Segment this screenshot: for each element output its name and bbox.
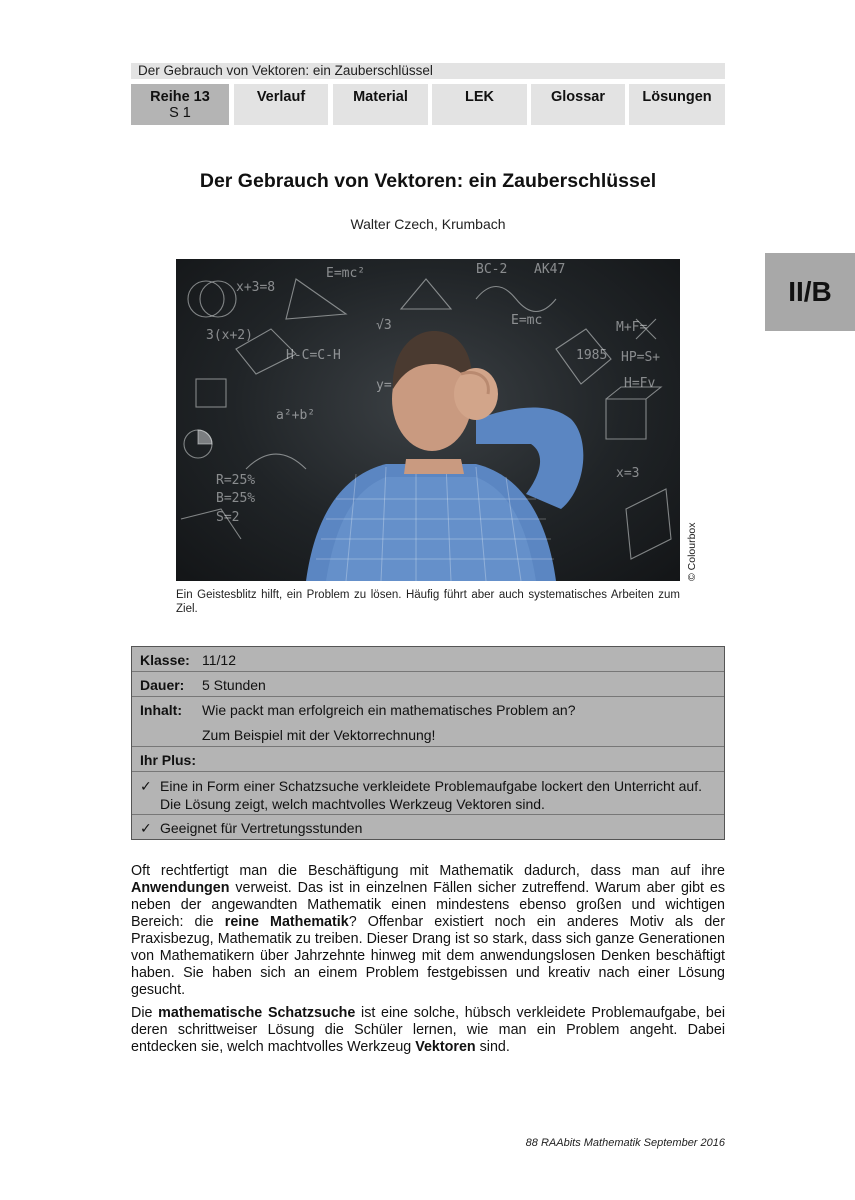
plus-item	[140, 819, 702, 837]
formula-y: y=	[376, 378, 392, 393]
info-plus	[140, 752, 196, 768]
chapter-tag: II/B	[765, 253, 855, 331]
page-footer: 88 RAAbits Mathematik September 2016	[525, 1137, 725, 1149]
second-paragraph	[131, 1005, 725, 1056]
text-run: Die	[131, 1005, 159, 1021]
emphasis: Anwendungen	[131, 880, 230, 896]
intro-paragraph	[131, 863, 725, 999]
divider	[132, 814, 724, 815]
inhalt-value-1: Wie packt man erfolgreich ein mathematisches Problem an?	[202, 702, 576, 718]
emphasis: mathematische Schatzsuche	[158, 1005, 356, 1021]
text-run: sind.	[475, 1039, 510, 1055]
page-title: Der Gebrauch von Vektoren: ein Zauberschlüssel	[199, 170, 657, 192]
formula-3x2: 3(x+2)	[206, 328, 253, 343]
formula-s2: S=2	[216, 510, 240, 525]
lesson-info-box	[131, 646, 725, 840]
text-run: verweist. Das ist in einzelnen Fällen sicher zutreffend. Warum aber gibt es neben der angewandten Mathematik einen mindestens ebenso großen und wichtigen Bereich: die	[131, 880, 725, 930]
formula-hp: HP=S+	[621, 350, 661, 365]
tab-lek[interactable]: LEK	[432, 84, 527, 125]
plus-label: Ihr Plus:	[140, 752, 197, 768]
klasse-label: Klasse:	[140, 652, 190, 668]
emphasis: Vektoren	[415, 1039, 476, 1055]
tab-loesungen[interactable]: Lösungen	[629, 84, 725, 125]
photo-credit: © Colourbox	[686, 522, 698, 581]
chalkboard-photo	[176, 259, 680, 581]
plus-item-text: Eine in Form einer Schatzsuche verkleidete Problemaufgabe lockert den Unterricht auf. Die Lösung zeigt, welch machtvolles Werkzeug Vektoren sind.	[160, 778, 702, 812]
plus-item-text: Geeignet für Vertretungsstunden	[160, 820, 363, 836]
photo-caption: Ein Geistesblitz hilft, ein Problem zu lösen. Häufig führt aber auch systematisches Arbeiten zum Ziel.	[176, 589, 680, 615]
formula-b25: B=25%	[216, 491, 256, 506]
info-inhalt-2	[140, 727, 436, 743]
tab-reihe-label: Reihe 13	[150, 89, 210, 105]
divider	[132, 746, 724, 747]
author: Walter Czech, Krumbach	[350, 216, 506, 232]
text-run: Oft rechtfertigt man die Beschäftigung mit Mathematik dadurch, dass man auf ihre	[131, 863, 725, 879]
section-nav	[131, 84, 725, 125]
tab-material[interactable]: Material	[333, 84, 428, 125]
checkmark-icon: ✓	[140, 778, 152, 794]
tab-reihe[interactable]	[131, 84, 229, 125]
divider	[132, 696, 724, 697]
inhalt-label: Inhalt:	[140, 702, 182, 718]
info-inhalt	[140, 702, 576, 718]
dauer-value: 5 Stunden	[202, 677, 266, 693]
formula-year: 1985	[576, 348, 608, 363]
formula-emc2: E=mc²	[326, 266, 366, 281]
formula-x: x=3	[616, 466, 640, 481]
formula-emc: E=mc	[511, 313, 543, 328]
formula-pythagoras: a²+b²	[276, 408, 316, 423]
emphasis: reine Mathematik	[224, 914, 349, 930]
formula-r25: R=25%	[216, 473, 256, 488]
formula-ak: AK47	[534, 262, 566, 277]
info-dauer	[140, 677, 266, 693]
running-header: Der Gebrauch von Vektoren: ein Zauberschlüssel	[131, 63, 725, 79]
inhalt-value-2: Zum Beispiel mit der Vektorrechnung!	[202, 727, 436, 743]
tab-glossar[interactable]: Glossar	[531, 84, 625, 125]
text-run: ? Offenbar existiert noch ein anderes Motiv als der Praxisbezug, Mathematik zu treiben. Dieser Drang ist so stark, dass sich ganze Generationen von Mathematikern über Jahrzehnte hinweg mit dem anwendungslosen Denken beschäftigt haben. Sie haben sich an einem Problem festgebissen und kreativ nach einer Lösung gesucht.	[131, 914, 725, 998]
formula-sqrt: √3	[376, 318, 392, 333]
formula-x3: x+3=8	[236, 280, 276, 295]
formula-mf: M+F=	[616, 320, 648, 335]
formula-hcch: H-C=C-H	[286, 348, 341, 363]
formula-hfv: H=Fv	[624, 376, 656, 391]
text-run: ist eine solche, hübsch verkleidete Problemaufgabe, bei deren schrittweiser Lösung die Schüler lernen, wie man ein Problem angeht. Dabei entdecken sie, welch machtvolles Werkzeug	[131, 1005, 726, 1055]
klasse-value: 11/12	[202, 652, 236, 668]
divider	[132, 771, 724, 772]
man-figure	[306, 331, 583, 581]
divider	[132, 671, 724, 672]
checkmark-icon: ✓	[140, 820, 152, 836]
dauer-label: Dauer:	[140, 677, 185, 693]
tab-verlauf[interactable]: Verlauf	[234, 84, 328, 125]
tab-reihe-page: S 1	[169, 105, 191, 121]
chalkboard-illustration	[176, 259, 680, 581]
plus-item	[140, 777, 702, 813]
info-klasse	[140, 652, 236, 668]
formula-bc: BC-2	[476, 262, 508, 277]
